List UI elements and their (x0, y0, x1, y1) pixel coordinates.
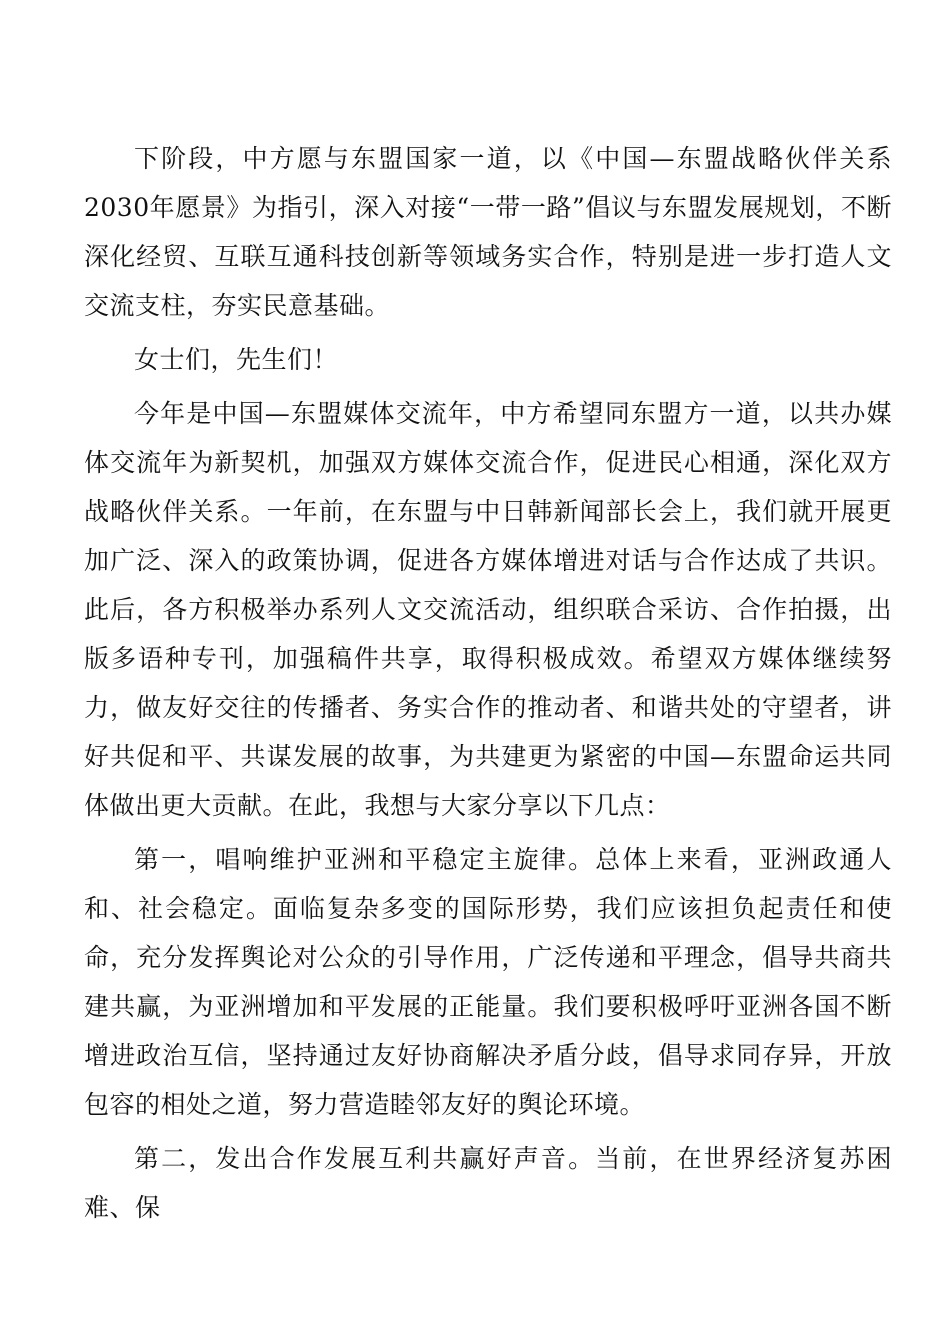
paragraph-salutation: 女士们，先生们！ (134, 345, 339, 374)
document-body (84, 134, 892, 1237)
paragraph-next-stage: 下阶段，中方愿与东盟国家一道，以《中国—东盟战略伙伴关系2030年愿景》为指引，深入对接“一带一路”倡议与东盟发展规划，不断深化经贸、互联互通科技创新等领域务实合作，特别是进一步打造人文交流支柱，夯实民意基础。 (84, 144, 892, 320)
paragraph-point-two: 第二，发出合作发展互利共赢好声音。当前，在世界经济复苏困难、保 (84, 1144, 892, 1222)
paragraph-point-one: 第一，唱响维护亚洲和平稳定主旋律。总体上来看，亚洲政通人和、社会稳定。面临复杂多变的国际形势，我们应该担负起责任和使命，充分发挥舆论对公众的引导作用，广泛传递和平理念，倡导共商共建共赢，为亚洲增加和平发展的正能量。我们要积极呼吁亚洲各国不断增进政治互信，坚持通过友好协商解决矛盾分歧，倡导求同存异，开放包容的相处之道，努力营造睦邻友好的舆论环境。 (84, 845, 892, 1119)
paragraph-media-year: 今年是中国—东盟媒体交流年，中方希望同东盟方一道，以共办媒体交流年为新契机，加强双方媒体交流合作，促进民心相通，深化双方战略伙伴关系。一年前，在东盟与中日韩新闻部长会上，我们就开展更加广泛、深入的政策协调，促进各方媒体增进对话与合作达成了共识。此后，各方积极举办系列人文交流活动，组织联合采访、合作拍摄，出版多语种专刊，加强稿件共享，取得积极成效。希望双方媒体继续努力，做友好交往的传播者、务实合作的推动者、和谐共处的守望者，讲好共促和平、共谋发展的故事，为共建更为紧密的中国—东盟命运共同体做出更大贡献。在此，我想与大家分享以下几点： (84, 399, 892, 820)
